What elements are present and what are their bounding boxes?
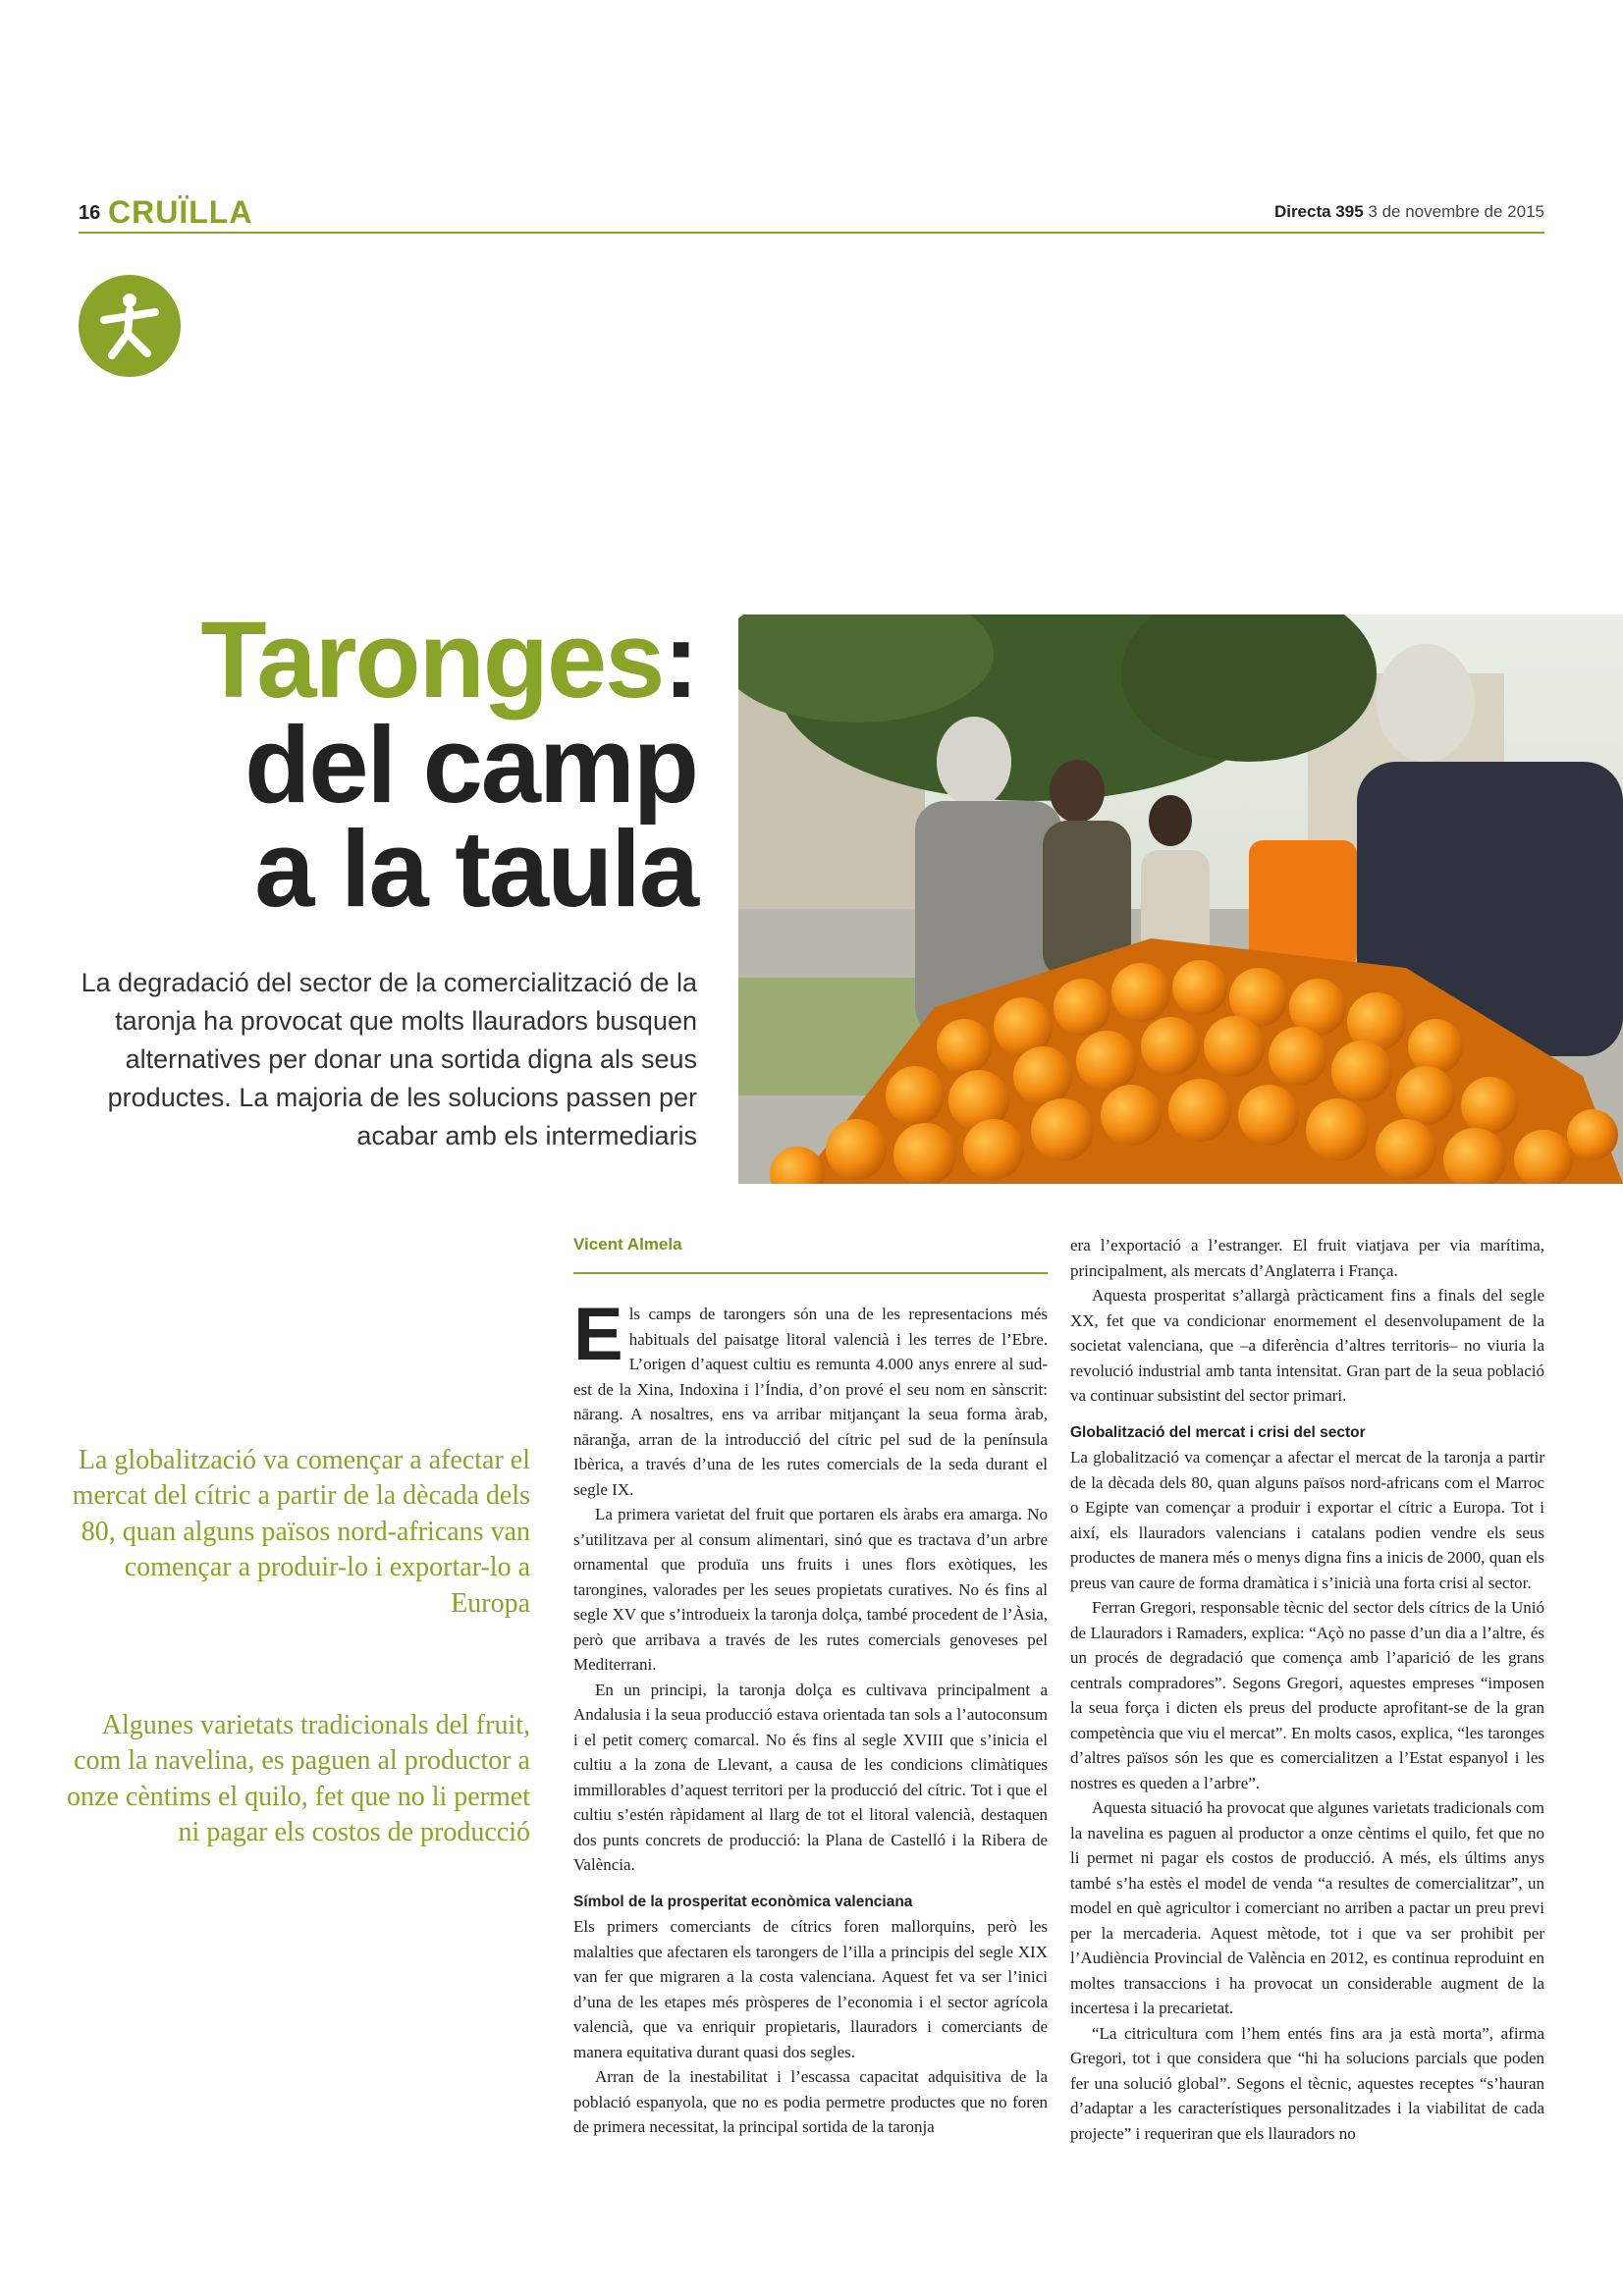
paragraph: Aquesta situació ha provocat que algunes varietats tradicionals com la navelina es paguen al productor a onze cèntims el quilo, fet que no li permet ni pagar els costos de producció. A més, els últims anys també s’ha estès el model de venda “a resultes de comercialitzar”, un model en què agricultor i comerciant no arriben a pactar un preu previ per la mercaderia. Aquest mètode, tot i que va ser prohibit per l’Audiència Provincial de València en 2012, es continua reproduint en moltes transaccions i ha provocat un considerable augment de la incertesa i la precarietat. (1070, 1798, 1544, 2018)
paragraph: Aquesta prosperitat s’allargà pràcticament fins a finals del segle XX, fet que va condicionar enormement el desenvolupament de la societat valenciana, que –a diferència d’altres territoris– no viuria la revolució industrial amb tanta intensitat. Gran part de la seua població va continuar subsistint del sector primari. (1070, 1286, 1544, 1405)
pull-quote: La globalització va començar a afectar el mercat del cítric a partir de la dècada dels 80, quan alguns països nord-africans van començar a produir-lo i exportar-lo a Europa (72, 1445, 530, 1619)
issue-date: 3 de novembre de 2015 (1368, 202, 1544, 221)
pull-quote: Algunes varietats tradicionals del fruit, com la navelina, es paguen al productor a onze cèntims el quilo, fet que no li permet ni pagar els costos de producció (67, 1710, 530, 1848)
title-line-3: a la taula (254, 809, 697, 931)
article-title (79, 600, 697, 931)
paragraph: Arran de la inestabilitat i l’escassa capacitat adquisitiva de la població espanyola, que no es podia permetre productes que no foren de primera necessitat, la principal sortida de la taronja (573, 2067, 1048, 2137)
drop-cap: E (573, 1293, 623, 1376)
header-rule (79, 232, 1544, 234)
text-column-1 (573, 1293, 1048, 2140)
paragraph: La primera varietat del fruit que portaren els àrabs era amarga. No s’utilitzava per al consum alimentari, sinó que es tractava d’un arbre ornamental que produïa uns fruits i unes flors exòtiques, les tarongines, valorades per les seues propietats curatives. No és fins al segle XV que s’introdueix la taronja dolça, també procedent de l’Àsia, però que arribava a través de les rutes comercials genoveses pel Mediterrani. (573, 1505, 1048, 1674)
paragraph: era l’exportació a l’estranger. El fruit viatjava per via marítima, principalment, als mercats d’Anglaterra i França. (1070, 1236, 1544, 1280)
publication-name: Directa 395 (1273, 202, 1364, 221)
person-figure-icon (79, 275, 181, 377)
page-number: 16 (79, 202, 101, 224)
paragraph: En un principi, la taronja dolça es cultivava principalment a Andalusia i la seua producció estava orientada tan sols a l’autoconsum i el petit comerç comarcal. No és fins al segle XVIII que s’inicia el cultiu a la zona de Llevant, a causa de les condicions climàtiques immillorables d’aquest territori per la producció del cítric. Tot i que el cultiu s’estén ràpidament al llarg de tot el litoral valencià, destaquen dos punts concrets de producció: la Plana de Castelló i la Ribera de València. (573, 1680, 1048, 1874)
standfirst: La degradació del sector de la comercialització de la taronja ha provocat que molts llauradors busquen alternatives per donar una sortida digna als seus productes. La majoria de les solucions passen per acabar amb els intermediaris (81, 968, 697, 1150)
issue-info (1274, 202, 1544, 222)
market-stall-oranges-photo (738, 614, 1623, 1184)
paragraph: “La citricultura com l’hem entés fins ara ja està morta”, afirma Gregori, tot i que considera que “hi ha solucions parcials que poden fer una solució global”. Segons el tècnic, aquestes receptes “s’hauran d’adaptar a les característiques personalitzades i la viabilitat de cada projecte” i requeriran que els llauradors no (1070, 2023, 1544, 2143)
title-colon: : (663, 600, 697, 721)
byline-rule (573, 1272, 1048, 1274)
title-highlight: Taronges (200, 600, 664, 721)
text-column-2 (1070, 1233, 1544, 2146)
title-line-2: del camp (244, 704, 697, 826)
paragraph: La globalització va començar a afectar el mercat de la taronja a partir de la dècada dels 80, quan alguns països nord-africans com el Marroc o Egipte van començar a produir i exportar el cítric a Europa. Tot i així, els llauradors valencians i catalans podien vendre els seus productes de manera més o menys digna fins a inicis de 2000, quan els preus van caure de forma dramàtica i s’inicià una forta crisi al sector. (1070, 1448, 1544, 1592)
subheading: Globalització del mercat i crisi del sector (1070, 1423, 1366, 1441)
subheading: Símbol de la prosperitat econòmica valenciana (573, 1893, 913, 1910)
paragraph: Ferran Gregori, responsable tècnic del sector dels cítrics de la Unió de Llauradors i Ramaders, explica: “Açò no passe d’un dia a l’altre, és un procés de degradació que comença amb l’aparició de les grans centrals compradores”. Segons Gregori, aquestes empreses “imposen la seua força i dicten els preus del producte aprofitant-se de la gran competència que viu el mercat”. En molts casos, explica, “les taronges d’altres països són les que es comercialitzen a l’Estat espanyol i les nostres es queden a l’arbre”. (1070, 1598, 1544, 1792)
paragraph: Els camps de tarongers són una de les representacions més habituals del paisatge litoral valencià i les terres de l’Ebre. L’origen d’aquest cultiu es remunta 4.000 anys enrere al sud-est de la Xina, Indoxina i l’Índia, d’on prové el seu nom en sànscrit: nārang. A nosaltres, ens va arribar mitjançant la seua forma àrab, nāranǧa, arran de la introducció del cítric pel sud de la península Ibèrica, a través d’una de les rutes comercials de la seda durant el segle IX. (573, 1293, 1048, 1499)
byline: Vicent Almela (573, 1235, 682, 1254)
section-name: CRUÏLLA (108, 194, 253, 230)
paragraph: Els primers comerciants de cítrics foren mallorquins, però les malalties que afectaren els tarongers de l’illa a principis del segle XIX van fer que migraren a la costa valenciana. Aquest fet va ser l’inici d’una de les etapes més pròsperes de l’economia i el sector agrícola valencià, que va enriquir propietaris, llauradors i comerciants de manera equitativa durant quasi dos segles. (573, 1917, 1048, 2061)
